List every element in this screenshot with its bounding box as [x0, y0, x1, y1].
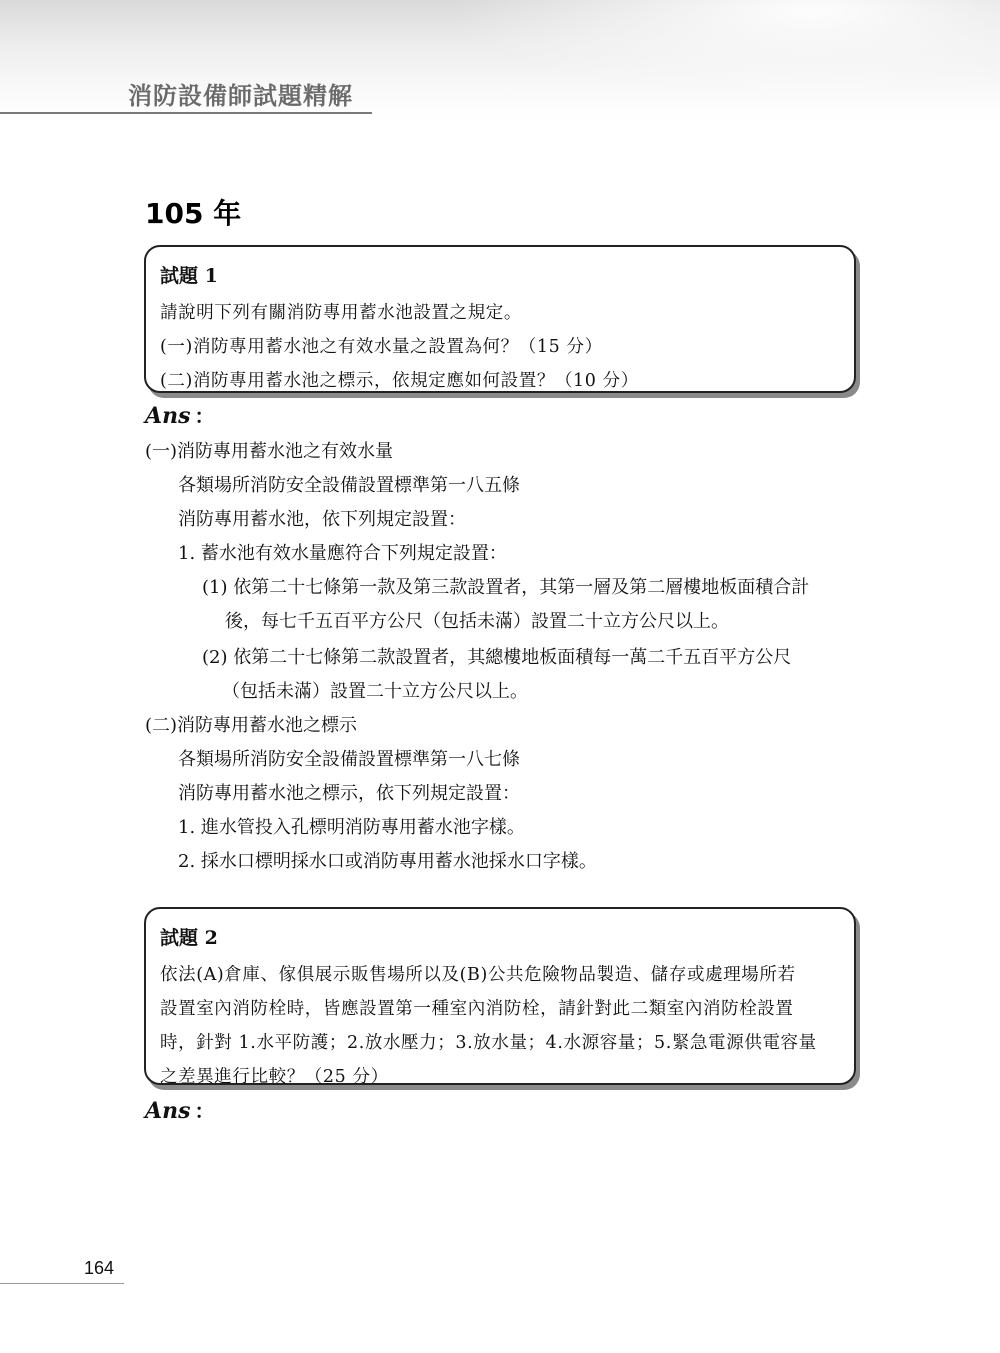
- footer-rule: [0, 1283, 124, 1284]
- question-title: 試題 1: [160, 265, 218, 287]
- answer-label-text: Ans: [145, 1098, 191, 1124]
- book-title: 消防設備師試題精解: [128, 81, 353, 110]
- question-line: 請說明下列有關消防專用蓄水池設置之規定。: [160, 303, 522, 323]
- answer-line: (2) 依第二十七條第二款設置者，其總樓地板面積每一萬二千五百平方公尺: [202, 647, 792, 668]
- answer-line: 各類場所消防安全設備設置標準第一八五條: [178, 475, 520, 496]
- answer-line: (一)消防專用蓄水池之有效水量: [145, 441, 394, 462]
- answer-line: 後，每七千五百平方公尺（包括未滿）設置二十立方公尺以上。: [225, 611, 729, 632]
- header-rule: [0, 112, 372, 114]
- answer-line: (二)消防專用蓄水池之標示: [145, 715, 358, 736]
- answer-line: 1. 蓄水池有效水量應符合下列規定設置：: [178, 543, 507, 564]
- answer-line: 1. 進水管投入孔標明消防專用蓄水池字樣。: [178, 817, 525, 838]
- answer-line: （包括未滿）設置二十立方公尺以上。: [222, 681, 528, 702]
- question-title: 試題 2: [160, 927, 218, 949]
- answer-label-colon: ：: [194, 404, 215, 428]
- answer-line: (1) 依第二十七條第一款及第三款設置者，其第一層及第二層樓地板面積合計: [202, 577, 810, 598]
- answer-label-2: [145, 1095, 214, 1124]
- question-line: (一)消防專用蓄水池之有效水量之設置為何？（15 分）: [160, 337, 603, 357]
- question-line: 之差異進行比較？（25 分）: [160, 1067, 389, 1087]
- question-line: 依法(A)倉庫、傢俱展示販售場所以及(B)公共危險物品製造、儲存或處理場所若: [160, 965, 796, 985]
- answer-label-text: Ans: [145, 403, 191, 429]
- answer-line: 消防專用蓄水池，依下列規定設置：: [178, 509, 466, 530]
- question-box-1: [144, 245, 856, 393]
- question-line: 設置室內消防栓時，皆應設置第一種室內消防栓，請針對此二類室內消防栓設置: [160, 999, 794, 1019]
- answer-line: 2. 採水口標明採水口或消防專用蓄水池採水口字樣。: [178, 851, 597, 872]
- answer-label-colon: ：: [194, 1099, 215, 1123]
- question-line: (二)消防專用蓄水池之標示，依規定應如何設置？（10 分）: [160, 371, 639, 391]
- question-box-2: [144, 907, 856, 1085]
- section-year: 105 年: [145, 197, 242, 230]
- header-sheen: [380, 0, 1000, 110]
- answer-line: 各類場所消防安全設備設置標準第一八七條: [178, 749, 520, 770]
- answer-line: 消防專用蓄水池之標示，依下列規定設置：: [178, 783, 520, 804]
- page-number: 164: [84, 1258, 115, 1278]
- question-line: 時，針對 1.水平防護；2.放水壓力；3.放水量；4.水源容量；5.緊急電源供電容量: [160, 1033, 817, 1053]
- answer-label-1: [145, 400, 214, 429]
